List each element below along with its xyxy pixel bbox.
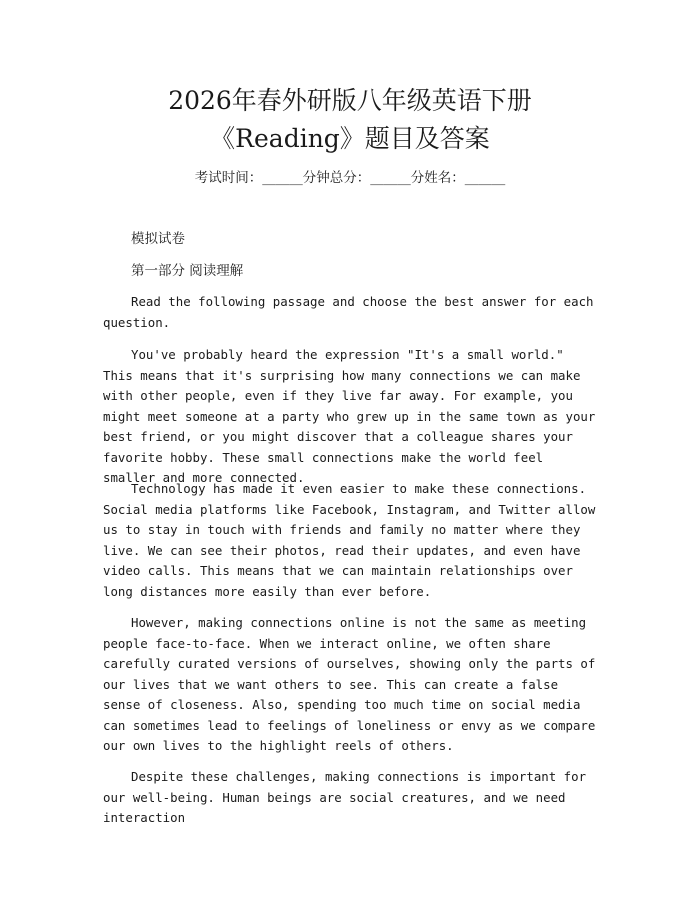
part-one-heading: 第一部分 阅读理解 [131,263,244,279]
passage-instruction: Read the following passage and choose the best answer for each question. [103,294,594,330]
document-title-line2: 《Reading》题目及答案 [210,124,490,153]
exam-score-field: 总分：______分 [329,170,425,186]
passage-paragraph-3: However, making connections online is not the same as meeting people face-to-face. When we interact online, we often share carefully curated versions of ourselves, showing only the parts of our lives that we want others to see. This can create a false sense of closeness. Also, spending too much time on social media can sometimes lead to feelings of loneliness or envy as we compare our own lives to the highlight reels of others. [103,615,596,753]
exam-time-field: 考试时间：______分钟 [194,170,330,186]
exam-name-field: 姓名：______ [424,170,506,186]
passage-paragraph-2: Technology has made it even easier to make these connections. Social media platforms like Facebook, Instagram, and Twitter allow us to stay in touch with friends and family no matter where they live. We can see their photos, read their updates, and even have video calls. This means that we can maintain relationships over long distances more easily than ever before. [103,481,596,599]
exam-info-line [0,168,700,188]
passage-paragraph-4: Despite these challenges, making connections is important for our well-being. Human beings are social creatures, and we need interaction [103,769,587,825]
document-title-line1: 2026年春外研版八年级英语下册 [168,86,532,115]
passage-paragraph-1: You've probably heard the expression "It's a small world." This means that it's surprising how many connections we can make with other people, even if they live far away. For example, you might meet someone at a party who grew up in the same town as your best friend, or you might discover that a colleague shares your favorite hobby. These small connections make the world feel smaller and more connected. [103,347,596,485]
paper-type-heading: 模拟试卷 [131,231,185,247]
